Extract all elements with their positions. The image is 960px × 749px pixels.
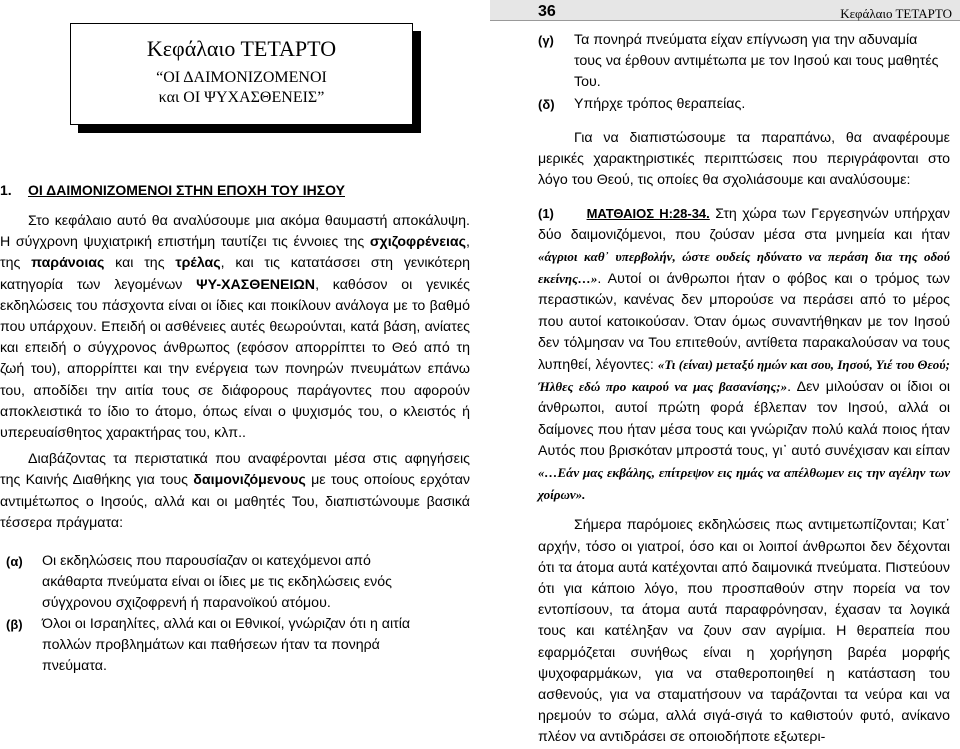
list-label: (δ) <box>538 97 555 112</box>
right-paragraph-2: (1) ΜΑΤΘΑΙΟΣ Η:28-34. Στη χώρα των Γεργεσηνών υπήρχαν δύο δαιμονιζόμενοι, που ζούσαν μέσα στα μνημεία και ήταν «άγριοι καθ᾽ υπερβολήν, ώστε ουδείς ηδύνατο να περάση δια της οδού εκείνης…». Αυτοί οι άνθρωποι ήταν ο φόβος και ο τρόμος των περαστικών, κανένας δεν μπορούσε να περάσει από το μέρος που αυτοί κατοικούσαν. Όταν όμως συναντήθηκαν με τον Ιησού δεν τόλμησαν να Του επιτεθούν, αντίθετα παρακαλούσαν να τους λυπηθεί, λέγοντες: «Τι (είναι) μεταξύ ημών και σου, Ιησού, Υιέ του Θεού; Ήλθες εδώ προ καιρού να μας βασανίσης;». Δεν μιλούσαν οι ίδιοι οι άνθρωποι, αυτοί πρώτη φορά έβλεπαν τον Ιησού, αλλά οι δαίμονες που ήταν μέσα τους και γνώριζαν πολύ καλά ποιος ήταν Αυτός που βρισκόταν μπροστά τους, γι᾽ αυτό συνέχισαν και είπαν «…Εάν μας εκβάλης, επίτρεψον εις ημάς να απέλθωμεν εις την αγέλην των χοίρων». <box>538 205 950 503</box>
list-text: Υπήρχε τρόπος θεραπείας. <box>574 96 746 112</box>
subtitle-line-2: και ΟΙ ΨΥΧΑΣΘΕΝΕΙΣ” <box>158 89 325 106</box>
list-label: (α) <box>6 554 23 569</box>
list-text: Όλοι οι Ισραηλίτες, αλλά και οι Εθνικοί, γνώριζαν ότι η αιτία πολλών προβλημάτων και παθήσεων ήταν τα πονηρά πνεύματα. <box>42 616 411 675</box>
list-item-a <box>6 551 424 617</box>
right-paragraph-3: Σήμερα παρόμοιες εκδηλώσεις πως αντιμετωπίζονται; Κατ᾽ αρχήν, τόσο οι γιατροί, όσο και οι λοιποί άνθρωποι δεν δέχονται ότι τα άτομα αυτά κατέχονται από δαιμονικά πνεύματα. Πιστεύουν ότι για κάποιο λόγο, που προσπαθούν στην πορεία να τον εντοπίσουν, τα άτομα αυτά παραφρόνησαν, έχασαν τα λογικά τους και κατέληξαν να ζουν σαν αγρίμια. Η θεραπεία που εφαρμόζεται συνήθως είναι η χορήγηση βαρέα μορφής ψυχοφαρμάκων, για να σταθεροποιηθεί η κατάσταση του ασθενούς, για να σταματήσουν να ταράζονται τα νεύρα και να ηρεμούν το σώμα, αλλά σιγά-σιγά το καθιστούν φυτό, ανίκανο πλέον να αντιδράσει σε οποιοδήποτε εξωτερι- <box>538 517 950 746</box>
quote-3: «…Εάν μας εκβάλης, επίτρεψον εις ημάς να απέλθωμεν εις την αγέλην των χοίρων». <box>538 465 950 503</box>
running-header: Κεφάλαιο ΤΕΤΑΡΤΟ <box>840 6 952 21</box>
section-number: 1. <box>0 182 12 198</box>
left-body <box>0 211 470 534</box>
list-label: (β) <box>6 617 23 632</box>
left-paragraph-1: Στο κεφάλαιο αυτό θα αναλύσουμε μια ακόμα θαυμαστή αποκάλυψη. Η σύγχρονη ψυχιατρική επιστήμη ταυτίζει τις έννοιες της σχιζοφρένειας, της παράνοιας και της τρέλας, και τις κατατάσσει στη γενικότερη κατηγορία των λεγομένων ΨΥ-ΧΑΣΘΕΝΕΙΩΝ, καθόσον οι γενικές εκδηλώσεις του πάσχοντα είναι οι ίδιες και ποικίλουν ανάλογα με το βαθμό που υπάρχουν. Επειδή οι ασθένειες αυτές θεωρούνται, κατά βάση, ανίατες και επειδή ο σύγχρονος άνθρωπος (εφόσον απορρίπτει το Θεό από τη ζωή του), απορρίπτει και την ενέργεια των πονηρών πνευμάτων επάνω του, αποδίδει την αιτία τους σε διάφορους παράγοντες που αφορούν αποκλειστικά το ίδιο το άτομο, όπως είναι ο ψυχισμός του, ο κλειστός ή υπερευαίσθητος χαρακτήρας του, κλπ.. <box>0 213 471 442</box>
chapter-subtitle <box>71 68 412 108</box>
section-title: ΟΙ ΔΑΙΜΟΝΙΖΟΜΕΝΟΙ ΣΤΗΝ ΕΠΟΧΗ ΤΟΥ ΙΗΣΟΥ <box>28 182 345 198</box>
right-page <box>490 0 960 746</box>
scripture-reference: ΜΑΤΘΑΙΟΣ Η:28-34. <box>586 205 710 221</box>
page-header <box>490 0 960 21</box>
list-item-d <box>538 94 948 116</box>
chapter-title: Κεφάλαιο ΤΕΤΑΡΤΟ <box>146 36 337 61</box>
list-text: Τα πονηρά πνεύματα είχαν επίγνωση για την αδυναμία τους να έρθουν αντιμέτωπα με τον Ιησού και τους μαθητές Του. <box>574 32 939 91</box>
list-text: Οι εκδηλώσεις που παρουσίαζαν οι κατεχόμενοι από ακάθαρτα πνεύματα είναι οι ίδιες με τις εκδηλώσεις ενός σύγχρονου σχιζοφρενή ή παρανοϊκού ατόμου. <box>42 553 393 612</box>
chapter-title-box <box>70 23 413 125</box>
left-paragraph-2: Διαβάζοντας τα περιστατικά που αναφέρονται μέσα στις αφηγήσεις της Καινής Διαθήκης για τους δαιμονιζόμενους με τους οποίους ερχόταν αντιμέτωπος ο Ιησούς, αλλά και οι μαθητές Του, διαπιστώνουμε βασικά τέσσερα πράγματα: <box>0 451 471 531</box>
list-label: (γ) <box>538 33 554 48</box>
section-heading <box>0 182 345 198</box>
right-paragraph-1: Για να διαπιστώσουμε τα παραπάνω, θα αναφέρουμε μερικές χαρακτηριστικές περιπτώσεις που περιγράφονται στο λόγο του Θεού, τις οποίες θα σχολιάσουμε και αναλύσουμε: <box>538 130 950 189</box>
page-number: 36 <box>538 3 556 20</box>
right-body <box>538 128 950 749</box>
list-item-c <box>538 30 948 96</box>
quote-1: «άγριοι καθ᾽ υπερβολήν, ώστε ουδείς ηδύνατο να περάση δια της οδού εκείνης…» <box>538 249 950 287</box>
left-page <box>0 0 470 674</box>
list-item-b <box>6 614 424 674</box>
reference-number: (1) <box>538 205 554 221</box>
subtitle-line-1: “ΟΙ ΔΑΙΜΟΝΙΖΟΜΕΝΟΙ <box>156 69 327 86</box>
quote-2: «Τι (είναι) μεταξύ ημών και σου, Ιησού, Υιέ του Θεού; Ήλθες εδώ προ καιρού να μας βασανίσης;» <box>538 357 950 395</box>
